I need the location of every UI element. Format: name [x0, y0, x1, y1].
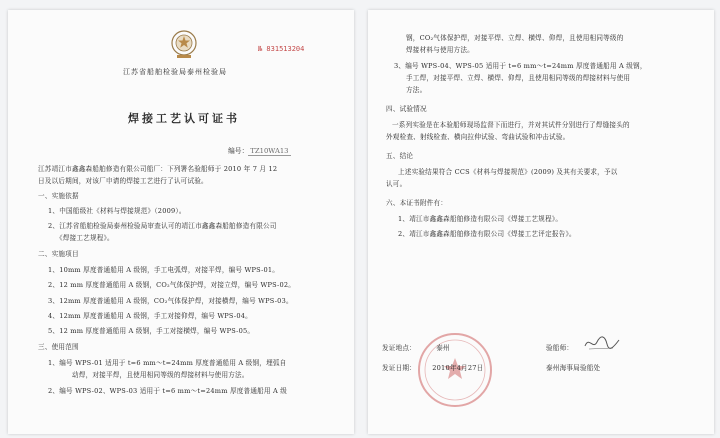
- serial-number: № 831513204: [258, 45, 305, 53]
- issue-date-row: [382, 364, 483, 372]
- code-value: TZ10WA13: [250, 147, 289, 155]
- right-line-5: 四、试验情况: [386, 105, 427, 113]
- certificate-code-row: [228, 145, 291, 155]
- left-line-3: 1、中国船级社《材料与焊接规范》（2009）。: [48, 207, 186, 215]
- inspector-label: 验船师：: [546, 344, 574, 352]
- left-line-11: 5、12 mm 厚度普通船用 A 级钢，手工对接横焊，编号 WPS-05。: [48, 327, 255, 335]
- left-line-2: 一、实施依据: [38, 192, 79, 200]
- right-line-12: 1、靖江市鑫鑫森船舶修造有限公司《焊接工艺规程》。: [398, 215, 563, 223]
- left-line-7: 1、10mm 厚度普通船用 A 级钢，手工电弧焊，对接平焊，编号 WPS-01。: [48, 266, 280, 274]
- issue-place-value: 泰州: [436, 344, 450, 352]
- right-line-10: 认可。: [386, 180, 407, 188]
- left-line-6: 二、实施项目: [38, 250, 79, 258]
- right-line-11: 六、本证书附件有：: [386, 199, 448, 207]
- right-line-6: 一系列实验是在本验船师现场监督下而进行，并对其试件分别进行了焊缝接头的: [392, 121, 630, 129]
- right-line-13: 2、靖江市鑫鑫森船舶修造有限公司《焊接工艺评定报告》。: [398, 230, 576, 238]
- certificate-page-left: [8, 10, 354, 434]
- issue-date-value: 2010年4月27日: [432, 364, 484, 372]
- national-emblem-icon: [168, 28, 200, 62]
- right-line-4: 方法。: [406, 86, 427, 94]
- left-line-8: 2、12 mm 厚度普通船用 A 级钢，CO₂气体保护焊，对接立焊，编号 WPS-02。: [48, 281, 296, 289]
- code-label: 编号：: [228, 147, 249, 155]
- right-line-3: 手工焊，对接平焊、立焊、横焊、仰焊，且使用相同等级的焊接材料与使用: [406, 74, 631, 82]
- left-line-0: 江苏靖江市鑫鑫森船舶修造有限公司船厂：下列署名验船师于 2010 年 7 月 12: [38, 165, 278, 173]
- issue-date-label: 发证日期：: [382, 364, 416, 372]
- right-line-8: 五、结论: [386, 152, 414, 160]
- issue-place-row: [382, 344, 450, 352]
- right-line-1: 焊接材料与使用方法。: [406, 46, 474, 54]
- left-line-15: 2、编号 WPS-02、WPS-03 适用于 t=6 mm～t=24mm 厚度普通船用 A 级: [48, 387, 288, 395]
- left-line-5: 《焊接工艺规程》。: [56, 234, 114, 242]
- right-line-7: 外观检查、射线检查、横向拉伸试验、弯曲试验和冲击试验。: [386, 133, 570, 141]
- left-line-12: 三、使用范围: [38, 343, 79, 351]
- right-line-2: 3、编号 WPS-04、WPS-05 适用于 t=6 mm～t=24mm 厚度普通船用 A 级钢，: [394, 62, 647, 70]
- inspector-signature-icon: [583, 334, 621, 352]
- certificate-page-right: [368, 10, 714, 434]
- issue-place-label: 发证地点：: [382, 344, 416, 352]
- right-line-0: 钢，CO₂气体保护焊，对接平焊、立焊、横焊、仰焊，且使用相同等级的: [406, 34, 624, 42]
- left-line-10: 4、12mm 厚度普通船用 A 级钢，手工对接仰焊，编号 WPS-04。: [48, 312, 252, 320]
- right-line-9: 上述实验结果符合 CCS《材料与焊接规范》(2009) 及其有关要求，予以: [398, 168, 618, 176]
- left-line-13: 1、编号 WPS-01 适用于 t=6 mm～t=24mm 厚度普通船用 A 级钢，埋弧自: [48, 359, 287, 367]
- left-line-14: 动焊，对接平焊，且使用相同等级的焊接材料与使用方法。: [72, 371, 249, 379]
- left-line-1: 日及以后期间，对该厂申请的焊接工艺进行了认可试验。: [38, 177, 208, 185]
- issuing-authority: 江苏省船舶检验局泰州检验局: [123, 68, 227, 76]
- left-line-9: 3、12mm 厚度普通船用 A 级钢，CO₂气体保护焊，对接横焊，编号 WPS-03。: [48, 297, 293, 305]
- certificate-title: 焊接工艺认可证书: [128, 112, 240, 125]
- issuing-organization: 泰州海事局验船处: [546, 364, 601, 372]
- left-line-4: 2、江苏省船舶检验局泰州检验局审查认可的靖江市鑫鑫森船舶修造有限公司: [48, 222, 277, 230]
